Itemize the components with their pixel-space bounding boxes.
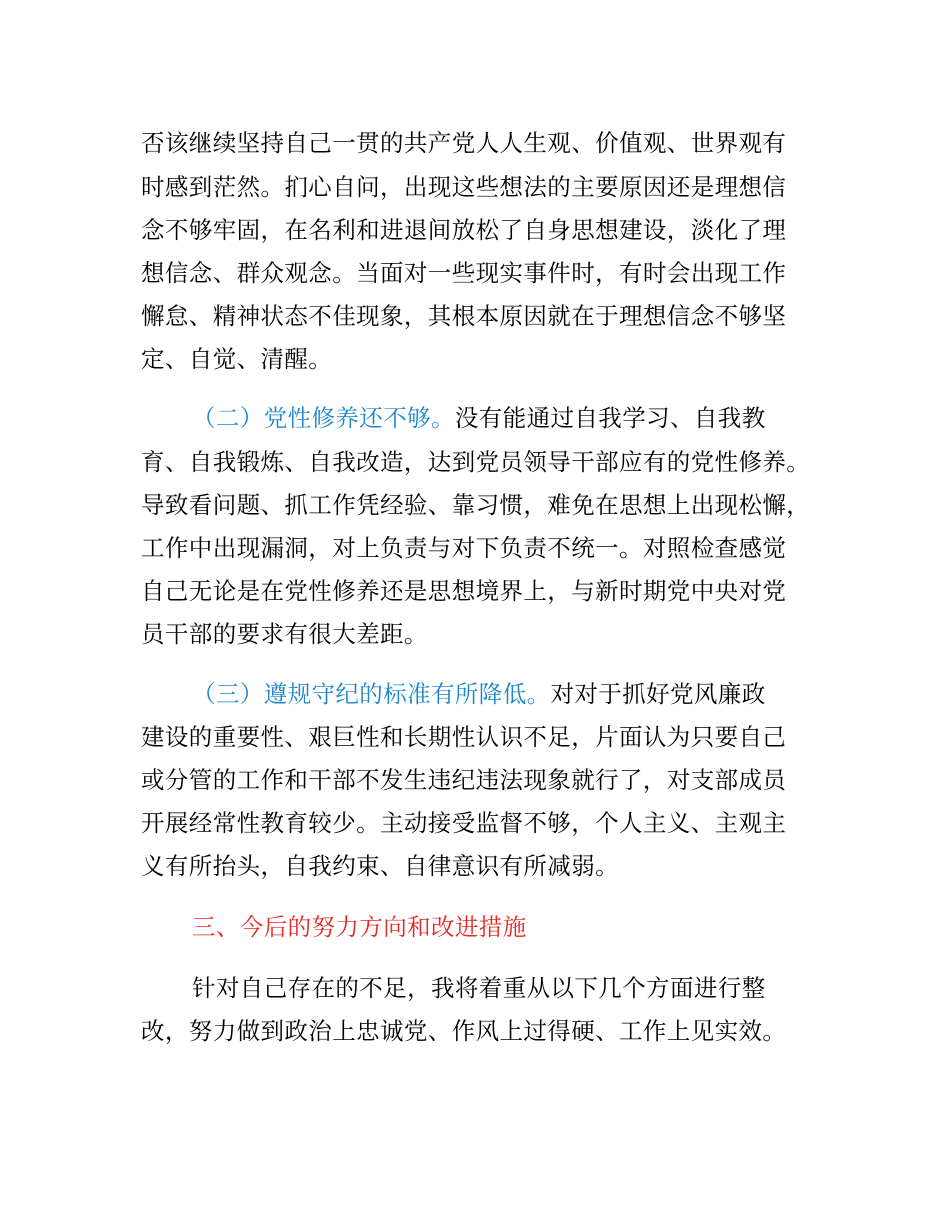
part-3-line: 改，努力做到政治上忠诚党、作风上过得硬、工作上见实效。 — [141, 1017, 787, 1045]
paragraph-1-line: 想信念、群众观念。当面对一些现实事件时，有时会出现工作 — [141, 259, 787, 287]
part-3-line: 针对自己存在的不足，我将着重从以下几个方面进行整 — [192, 974, 766, 1002]
section-3-line: 建设的重要性、艰巨性和长期性认识不足，片面认为只要自己 — [141, 723, 787, 751]
paragraph-1-line: 念不够牢固，在名利和进退间放松了自身思想建设，淡化了理 — [141, 216, 787, 244]
section-2-line: 导致看问题、抓工作凭经验、靠习惯，难免在思想上出现松懈， — [141, 491, 811, 519]
section-3-first-line — [192, 679, 766, 709]
section-2-line: 员干部的要求有很大差距。 — [141, 620, 428, 648]
section-3-line: 义有所抬头，自我约束、自律意识有所减弱。 — [141, 852, 619, 880]
section-2-first-line — [192, 403, 766, 433]
section-3-line: 开展经常性教育较少。主动接受监督不够，个人主义、主观主 — [141, 809, 787, 837]
paragraph-1-line: 否该继续坚持自己一贯的共产党人人生观、价值观、世界观有 — [141, 129, 787, 157]
section-2-line: 自己无论是在党性修养还是思想境界上，与新时期党中央对党 — [141, 577, 787, 605]
section-2-heading: （二）党性修养还不够。 — [192, 404, 455, 432]
section-3-first-line-text: 对对于抓好党风廉政 — [550, 680, 766, 708]
section-3-line: 或分管的工作和干部不发生违纪违法现象就行了，对支部成员 — [141, 766, 787, 794]
section-2-first-line-text: 没有能通过自我学习、自我教 — [454, 404, 766, 432]
part-3-heading: 三、今后的努力方向和改进措施 — [192, 913, 527, 941]
paragraph-1-line: 定、自觉、清醒。 — [141, 345, 333, 373]
section-2-line: 工作中出现漏洞，对上负责与对下负责不统一。对照检查感觉 — [141, 534, 787, 562]
section-2-line: 育、自我锻炼、自我改造，达到党员领导干部应有的党性修养。 — [141, 448, 811, 476]
paragraph-1-line: 时感到茫然。扪心自问，出现这些想法的主要原因还是理想信 — [141, 173, 787, 201]
section-3-heading: （三）遵规守纪的标准有所降低。 — [192, 680, 551, 708]
paragraph-1-line: 懈怠、精神状态不佳现象，其根本原因就在于理想信念不够坚 — [141, 302, 787, 330]
